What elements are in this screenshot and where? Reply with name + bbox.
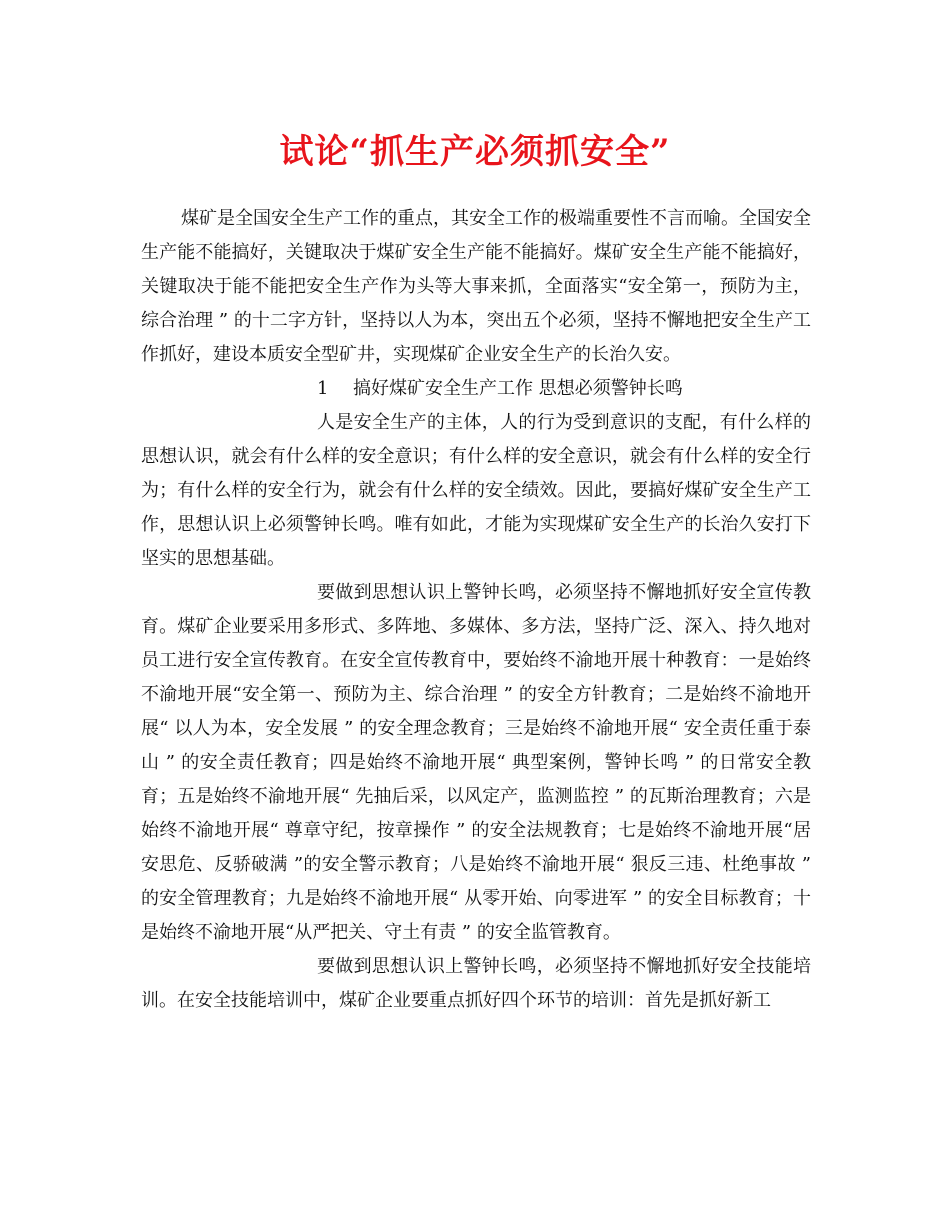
body-paragraph: 要做到思想认识上警钟长鸣，必须坚持不懈地抓好安全宣传教育。煤矿企业要采用多形式、多阵地、多媒体、多方法，坚持广泛、深入、持久地对员工进行安全宣传教育。在安全宣传教育中，要始终不渝地开展十种教育：一是始终不渝地开展“安全第一、预防为主、综合治理 ” 的安全方针教育；二是始终不渝地开展“ 以人为本，安全发展 ” 的安全理念教育；三是始终不渝地开展“ 安全责任重于泰山 ” 的安全责任教育；四是始终不渝地开展“ 典型案例，警钟长鸣 ” 的日常安全教育；五是始终不渝地开展“ 先抽后采，以风定产，监测监控 ” 的瓦斯治理教育；六是始终不渝地开展“ 尊章守纪，按章操作 ” 的安全法规教育；七是始终不渝地开展“居安思危、反骄破满 ”的安全警示教育；八是始终不渝地开展“ 狠反三违、杜绝事故 ” 的安全管理教育；九是始终不渝地开展“ 从零开始、向零进军 ” 的安全目标教育；十是始终不渝地开展“从严把关、守土有责 ” 的安全监管教育。 [141,582,811,943]
document-body [141,202,811,1018]
document-title: 试论“抓生产必须抓安全” [279,132,671,172]
section-heading-text: 搞好煤矿安全生产工作 思想必须警钟长鸣 [353,378,683,399]
body-paragraph: 要做到思想认识上警钟长鸣，必须坚持不懈地抓好安全技能培训。在安全技能培训中，煤矿企业要重点抓好四个环节的培训：首先是抓好新工 [141,956,811,1011]
section-number: 1 [317,378,329,399]
intro-paragraph: 煤矿是全国安全生产工作的重点，其安全工作的极端重要性不言而喻。全国安全生产能不能搞好，关键取决于煤矿安全生产能不能搞好。煤矿安全生产能不能搞好，关键取决于能不能把安全生产作为头等大事来抓，全面落实“安全第一，预防为主，综合治理 ” 的十二字方针，坚持以人为本，突出五个必须，坚持不懈地把安全生产工作抓好，建设本质安全型矿井，实现煤矿企业安全生产的长治久安。 [141,208,811,365]
section-heading [141,372,811,406]
body-paragraph: 人是安全生产的主体，人的行为受到意识的支配，有什么样的思想认识，就会有什么样的安全意识；有什么样的安全意识，就会有什么样的安全行为；有什么样的安全行为，就会有什么样的安全绩效。因此，要搞好煤矿安全生产工作，思想认识上必须警钟长鸣。唯有如此，才能为实现煤矿安全生产的长治久安打下坚实的思想基础。 [141,412,811,569]
